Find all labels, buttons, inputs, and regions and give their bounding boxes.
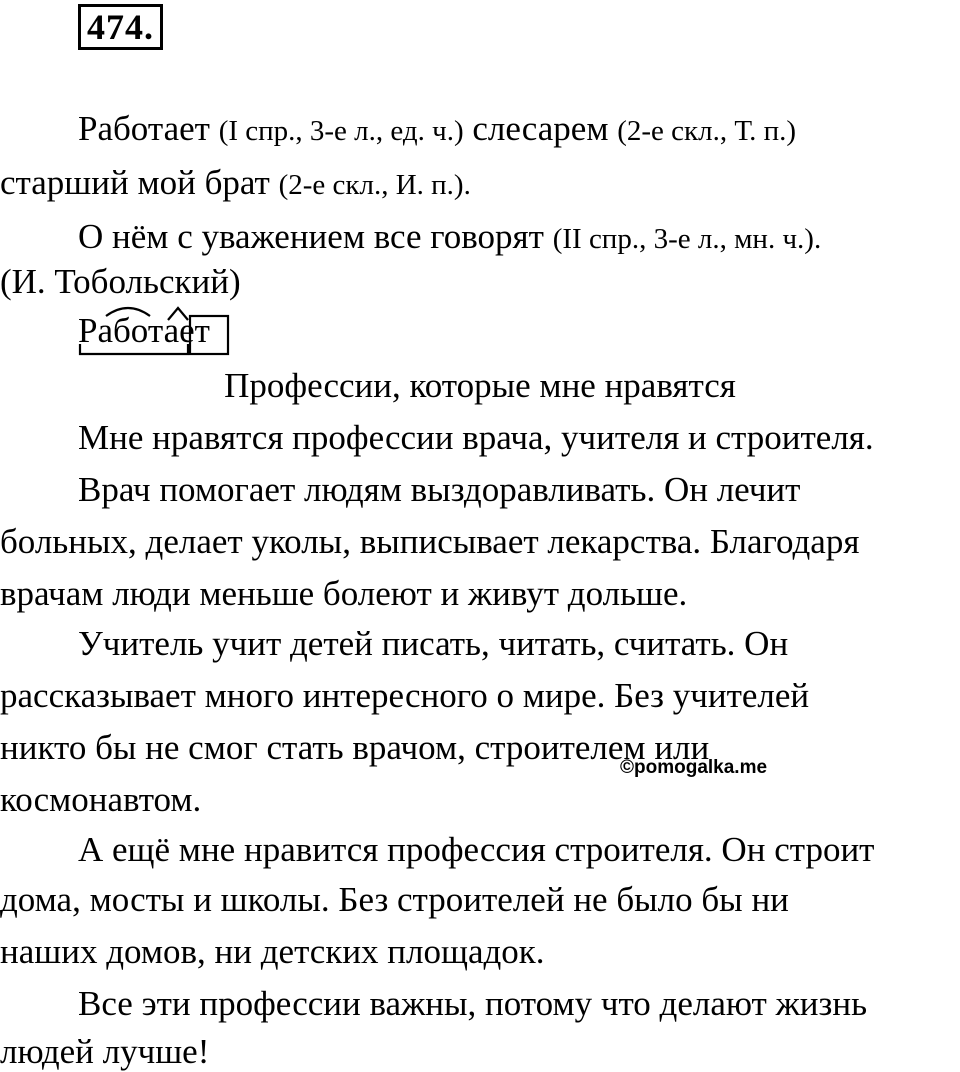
essay-line: людей лучше!	[0, 1032, 210, 1071]
essay-line: никто бы не смог стать врачом, строителем или	[0, 728, 710, 767]
sentence-1-line-1	[78, 109, 796, 151]
ending-box-mark	[190, 316, 228, 354]
phrase-o-nyom: О нём с уважением все говорят	[78, 217, 553, 256]
essay-line: рассказывает много интересного о мире. Без учителей	[0, 676, 810, 715]
grammar-note-verb-2: (II спр., 3-е л., мн. ч.).	[552, 223, 822, 255]
exercise-number: 474.	[78, 4, 163, 50]
grammar-note-noun-1: (2-е скл., Т. п.)	[617, 115, 797, 147]
word-rabotaet: Работает	[78, 109, 219, 148]
essay-line: Учитель учит детей писать, читать, считать. Он	[78, 624, 789, 663]
phrase-starshiy-brat: старший мой брат	[0, 163, 279, 202]
essay-line: больных, делает уколы, выписывает лекарства. Благодаря	[0, 522, 860, 561]
morpheme-marks	[78, 300, 238, 360]
essay-line: врачам люди меньше болеют и живут дольше.	[0, 574, 688, 613]
essay-line: космонавтом.	[0, 780, 202, 819]
essay-line: Врач помогает людям выздоравливать. Он лечит	[78, 470, 801, 509]
author-credit: (И. Тобольский)	[0, 262, 241, 301]
word-slesarem: слесарем	[463, 109, 618, 148]
essay-line: наших домов, ни детских площадок.	[0, 932, 545, 971]
essay-line: Мне нравятся профессии врача, учителя и строителя.	[78, 418, 874, 457]
sentence-2-line-1	[78, 217, 821, 259]
essay-line: дома, мосты и школы. Без строителей не было бы ни	[0, 880, 789, 919]
morpheme-stem: Работа	[78, 311, 180, 350]
grammar-note-noun-2: (2-е скл., И. п.).	[278, 169, 471, 201]
morpheme-ending: ет	[179, 311, 210, 350]
essay-title: Профессии, которые мне нравятся	[224, 366, 736, 405]
sentence-1-line-2	[0, 163, 471, 205]
stem-bracket-mark	[80, 344, 188, 354]
essay-line: Все эти профессии важны, потому что делают жизнь	[78, 984, 868, 1023]
grammar-note-verb: (I спр., 3-е л., ед. ч.)	[218, 115, 464, 147]
essay-line: А ещё мне нравится профессия строителя. Он строит	[78, 830, 875, 869]
watermark: ©pomogalka.me	[620, 757, 768, 778]
suffix-mark	[168, 308, 188, 320]
root-arc-mark	[106, 308, 150, 316]
